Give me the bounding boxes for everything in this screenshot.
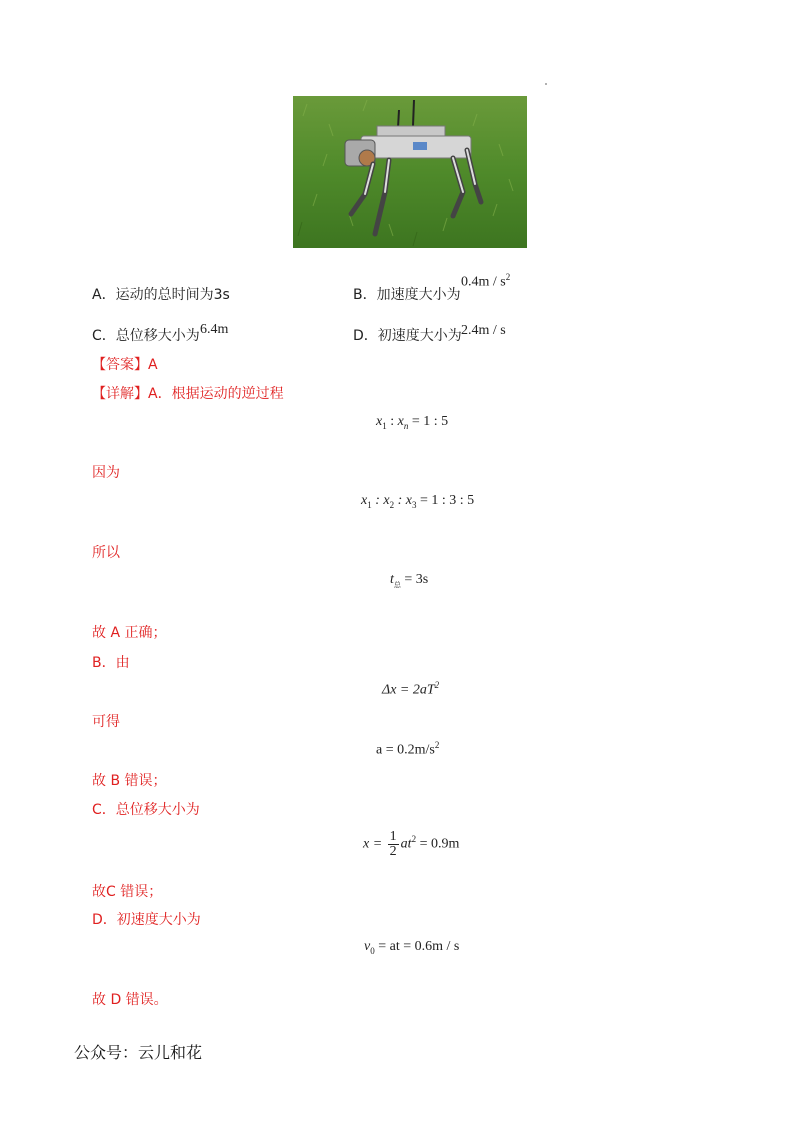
equation-6 [363, 830, 459, 859]
equation-4 [382, 680, 439, 699]
eq4-lhs: Δx = 2aT [382, 682, 435, 698]
eq5-sup: 2 [434, 740, 440, 750]
eq6-numerator: 1 [389, 829, 397, 844]
eq3-sub: 总 [393, 580, 401, 589]
option-d-label: D．初速度大小为 [353, 328, 462, 344]
can-get-text: 可得 [92, 714, 120, 730]
b-from-text: B．由 [92, 655, 130, 671]
eq5-lhs: a = 0.2m/s [376, 742, 435, 758]
eq2-sub1: 1 [367, 499, 372, 510]
answer-label: 【答案】A [92, 357, 158, 373]
eq1-sub1: 1 [382, 420, 387, 431]
eq1-rhs: = 1 : 5 [408, 414, 449, 429]
eq3-rhs: = 3s [400, 572, 429, 587]
c-wrong-text: 故C 错误； [92, 884, 163, 900]
eq6-x: x = [363, 836, 386, 852]
eq2-sub2: 2 [389, 499, 395, 510]
eq1-xn: x [397, 414, 404, 429]
option-c-value-text: 6.4m [200, 322, 229, 337]
eq2-x1: x [361, 493, 368, 508]
page-mark [545, 83, 547, 85]
eq7-v: v [364, 939, 371, 954]
option-b [353, 285, 461, 305]
option-c-value [200, 322, 228, 338]
eq6-denominator: 2 [389, 844, 397, 859]
equation-2 [361, 493, 474, 510]
eq2-x3: : x [394, 493, 412, 508]
option-a-label: A．运动的总时间为 [92, 287, 214, 303]
b-wrong-text: 故 B 错误； [92, 773, 167, 789]
eq6-fraction [388, 830, 399, 859]
eq6-at: at [400, 836, 412, 852]
option-c-label: C．总位移大小为 [92, 328, 200, 344]
detail-label: 【详解】A．根据运动的逆过程 [92, 386, 284, 402]
eq7-rhs: = at = 0.6m / s [374, 939, 460, 954]
option-d [353, 326, 462, 346]
eq6-rhs: = 0.9m [416, 836, 460, 852]
eq2-x2: : x [371, 493, 390, 508]
eq1-colon: : [386, 414, 398, 429]
option-d-value [461, 323, 506, 339]
c-head-text: C．总位移大小为 [92, 802, 200, 818]
option-a [92, 285, 230, 305]
eq2-sub3: 3 [412, 499, 417, 510]
equation-7 [364, 939, 459, 956]
eq7-sub: 0 [370, 945, 375, 956]
d-head-text: D．初速度大小为 [92, 912, 201, 928]
eq6-sup: 2 [411, 834, 417, 845]
eq1-subn: n [403, 420, 409, 431]
equation-1 [376, 414, 448, 431]
robot-dog-photo [293, 96, 527, 248]
eq1-x1: x [376, 414, 383, 429]
a-correct-text: 故 A 正确； [92, 625, 167, 641]
option-b-label: B．加速度大小为 [353, 287, 461, 303]
option-b-value-text: 0.4m / s [461, 274, 506, 290]
option-c [92, 326, 200, 346]
eq4-sup: 2 [434, 680, 440, 690]
option-a-value: 3s [213, 287, 230, 303]
equation-5 [376, 740, 439, 759]
equation-3 [390, 572, 428, 590]
eq3-t: t [390, 572, 394, 587]
so-text: 所以 [92, 545, 120, 561]
because-text: 因为 [92, 465, 120, 481]
d-wrong-text: 故 D 错误。 [92, 992, 168, 1008]
option-b-sup: 2 [505, 272, 511, 282]
eq2-rhs: = 1 : 3 : 5 [416, 493, 475, 508]
footer-text: 公众号：云儿和花 [74, 1043, 203, 1062]
robot-dog-illustration [293, 96, 527, 248]
option-b-value [461, 272, 510, 291]
option-d-value-text: 2.4m / s [461, 323, 506, 338]
